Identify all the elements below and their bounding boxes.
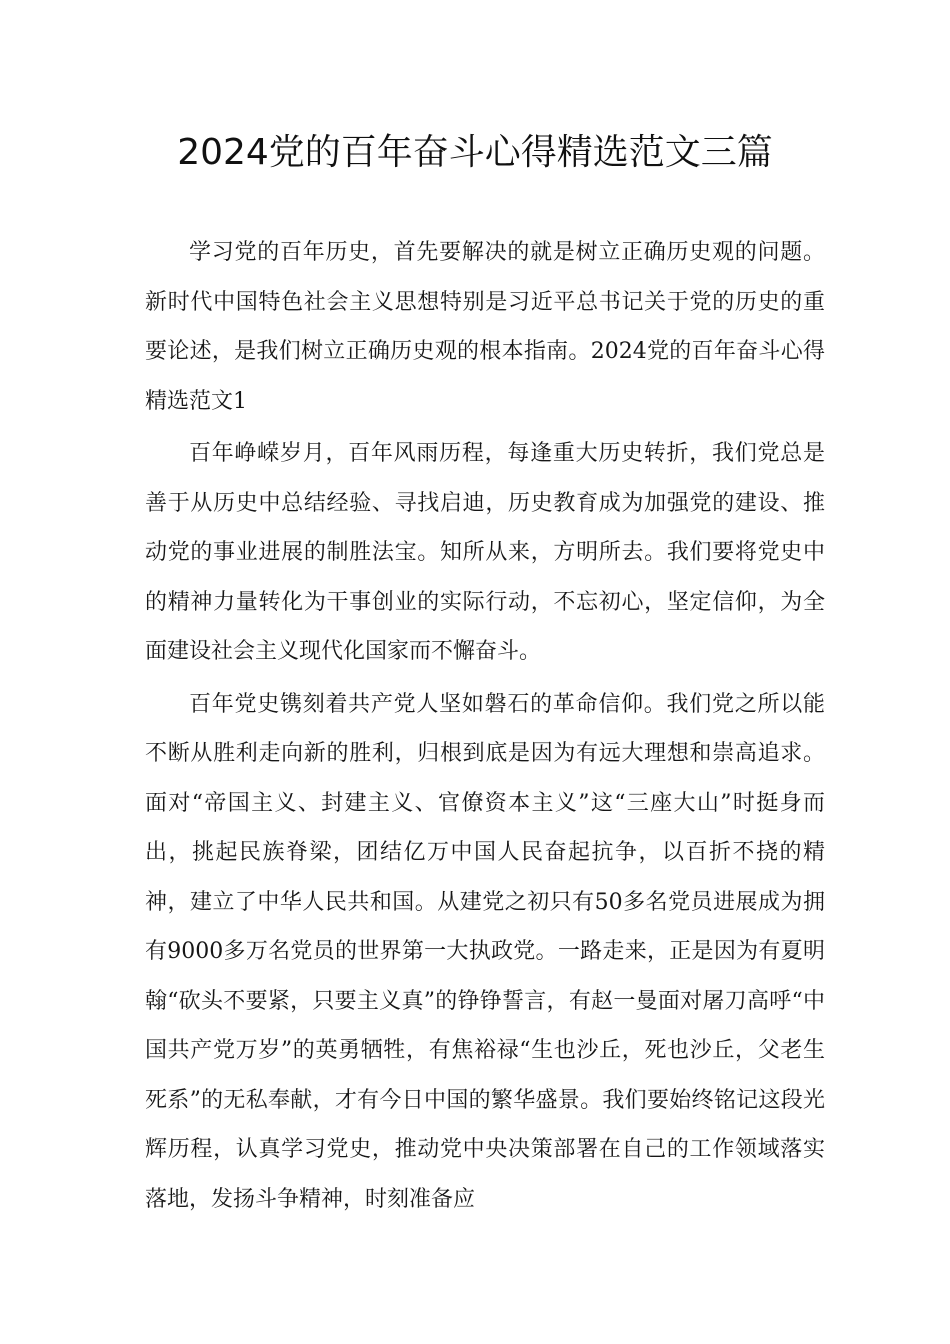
document-title: 2024党的百年奋斗心得精选范文三篇 xyxy=(177,132,773,173)
document-body xyxy=(145,228,825,1227)
paragraph-history-education: 百年峥嵘岁月，百年风雨历程，每逢重大历史转折，我们党总是善于从历史中总结经验、寻找启迪，历史教育成为加强党的建设、推动党的事业进展的制胜法宝。知所从来，方明所去。我们要将党史中的精神力量转化为干事创业的实际行动，不忘初心，坚定信仰，为全面建设社会主义现代化国家而不懈奋斗。 xyxy=(145,441,825,664)
paragraph-intro: 学习党的百年历史，首先要解决的就是树立正确历史观的问题。新时代中国特色社会主义思想特别是习近平总书记关于党的历史的重要论述，是我们树立正确历史观的根本指南。2024党的百年奋斗心得精选范文1 xyxy=(145,240,825,414)
paragraph-revolutionary-faith: 百年党史镌刻着共产党人坚如磐石的革命信仰。我们党之所以能不断从胜利走向新的胜利，归根到底是因为有远大理想和崇高追求。面对“帝国主义、封建主义、官僚资本主义”这“三座大山”时挺身而出，挑起民族脊梁，团结亿万中国人民奋起抗争，以百折不挠的精神，建立了中华人民共和国。从建党之初只有50多名党员进展成为拥有9000多万名党员的世界第一大执政党。一路走来，正是因为有夏明翰“砍头不要紧，只要主义真”的铮铮誓言，有赵一曼面对屠刀高呼“中国共产党万岁”的英勇牺牲，有焦裕禄“生也沙丘，死也沙丘，父老生死系”的无私奉献，才有今日中国的繁华盛景。我们要始终铭记这段光辉历程，认真学习党史，推动党中央决策部署在自己的工作领域落实落地，发扬斗争精神，时刻准备应 xyxy=(145,691,825,1212)
